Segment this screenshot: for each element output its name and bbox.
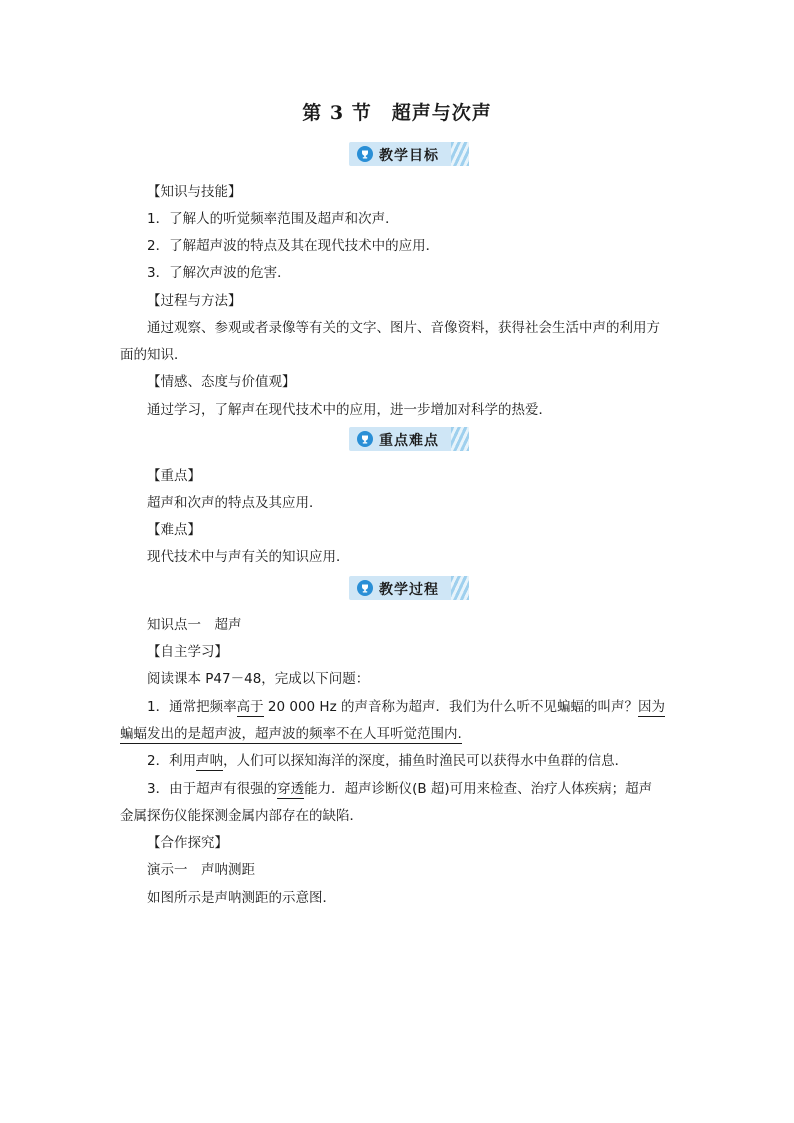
knowledge-heading: 【知识与技能】	[147, 184, 242, 200]
question-3-line-1	[147, 777, 652, 797]
trophy-icon	[357, 146, 373, 162]
emotion-text: 通过学习，了解声在现代技术中的应用，进一步增加对科学的热爱．	[147, 402, 552, 418]
q1-text: 20 000 Hz 的声音称为超声．我们为什么听不见蝙蝠的叫声？	[263, 699, 638, 715]
q3-answer: 穿透	[277, 781, 305, 797]
q2-answer: 声呐	[196, 753, 224, 769]
q2-text: 2．利用	[147, 753, 197, 769]
difficult-heading: 【难点】	[147, 522, 201, 538]
process-banner	[349, 576, 469, 600]
figure-caption: 如图所示是声呐测距的示意图．	[147, 890, 336, 906]
q1-answer-2: 因为	[637, 699, 665, 715]
q1-text: 1．通常把频率	[147, 699, 237, 715]
self-study-heading: 【自主学习】	[147, 644, 228, 660]
banner-stripes	[451, 576, 469, 600]
q2-text: ，人们可以探知海洋的深度，捕鱼时渔民可以获得水中鱼群的信息．	[223, 753, 629, 769]
key-text: 超声和次声的特点及其应用．	[147, 495, 323, 511]
objective-3: 3．了解次声波的危害．	[147, 265, 291, 281]
reading-instruction: 阅读课本 P47－48，完成以下问题：	[147, 671, 370, 687]
banner-stripes	[451, 142, 469, 166]
question-1-line-1	[147, 695, 665, 715]
trophy-icon	[357, 580, 373, 596]
process-method-text-1: 通过观察、参观或者录像等有关的文字、图片、音像资料，获得社会生活中声的利用方	[147, 320, 660, 336]
objective-2: 2．了解超声波的特点及其在现代技术中的应用．	[147, 238, 440, 254]
difficult-text: 现代技术中与声有关的知识应用．	[147, 549, 350, 565]
q3-text: 3．由于超声有很强的	[147, 781, 278, 797]
emotion-heading: 【情感、态度与价值观】	[147, 374, 296, 390]
key-points-banner-label: 重点难点	[379, 433, 439, 449]
key-heading: 【重点】	[147, 468, 201, 484]
banner-stripes	[451, 427, 469, 451]
q3-text: 能力．超声诊断仪(B 超)可用来检查、治疗人体疾病；超声	[304, 781, 653, 797]
topic-heading: 知识点一 超声	[147, 617, 242, 633]
objective-1: 1．了解人的听觉频率范围及超声和次声．	[147, 211, 399, 227]
objectives-banner	[349, 142, 469, 166]
q1-answer-2-cont: 蝙蝠发出的是超声波，超声波的频率不在人耳听觉范围内.	[120, 726, 462, 742]
trophy-icon	[357, 431, 373, 447]
key-points-banner	[349, 427, 469, 451]
page-title: 第 3 节 超声与次声	[302, 102, 492, 124]
cooperative-heading: 【合作探究】	[147, 835, 228, 851]
question-3-line-2: 金属探伤仪能探测金属内部存在的缺陷．	[120, 808, 363, 824]
process-method-heading: 【过程与方法】	[147, 293, 242, 309]
process-method-text-2: 面的知识．	[120, 347, 188, 363]
process-banner-label: 教学过程	[379, 582, 439, 598]
objectives-banner-label: 教学目标	[379, 148, 439, 164]
question-1-line-2	[120, 722, 462, 742]
q1-answer-1: 高于	[236, 699, 264, 715]
question-2	[147, 749, 628, 769]
demo-heading: 演示一 声呐测距	[147, 862, 255, 878]
